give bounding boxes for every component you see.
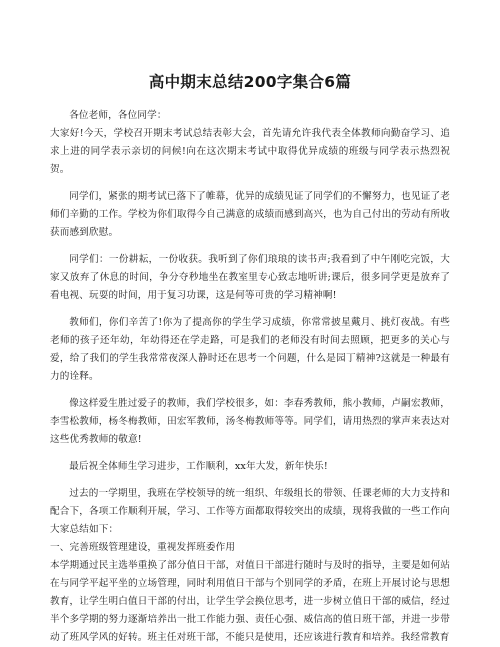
paragraph: 过去的一学期里，我班在学校领导的统一组织、年级组长的带领、任课老师的大力支持和配合下，各项工作顺利开展，学习、工作等方面都取得较突出的成绩，现将我做的一些工作向大家总结如下：: [50, 488, 450, 535]
paragraph: 一、完善班级管理建设，重视发挥班委作用: [50, 542, 236, 553]
paragraph: 教师们，你们辛苦了!你为了提高你的学生学习成绩，你常常披星戴月、挑灯夜战。有些老师的孩子还年幼，年幼得还在学走路，可是我们的老师没有时间去照顾，把更多的关心与爱，给了我们的学生我常常夜深人静时还在思考一个问题，什么是园丁精神?这就是一种最有力的诠释。: [50, 317, 450, 382]
paragraph: 本学期通过民主选举重换了部分值日干部，对值日干部进行随时与及时的指导，主要是如何站在与同学平起平坐的立场管理，同时利用值日干部与个别同学的矛盾，在班上开展讨论与思想教育，让学生明白值日干部的付出，让学生学会换位思考，进一步树立值日干部的威信，经过半个多学期的努力逐渐培养出一批工作能力强、责任心强、威信高的值日班干部，并进一步带动了班风学风的好转。班主任对班干部，不能只是使用，还应该进行教育和培养。我经常教育: [50, 560, 450, 643]
paragraph: 同学们：一份耕耘，一份收获。我听到了你们琅琅的读书声;我看到了中午刚吃完饭，大家又放弃了休息的时间，争分夺秒地坐在教室里专心致志地听讲;课后，很多同学更是放弃了看电视、玩耍的时间，用于复习功课，这是何等可贵的学习精神啊!: [50, 254, 450, 301]
document-title: 高中期末总结200字集合6篇: [148, 73, 352, 91]
paragraph: 像这样爱生胜过爱子的教师，我们学校很多，如：李春秀教师，熊小教师，卢嗣宏教师，李雪松教师，杨冬梅教师，田宏军教师，汤冬梅教师等等。同学们，请用热烈的掌声来表达对这些优秀教师的敬意!: [50, 398, 450, 445]
paragraph: 大家好!今天，学校召开期末考试总结表彰大会，首先请允许我代表全体教师向勤奋学习、追求上进的同学表示亲切的问候!向在这次期末考试中取得优异成绩的班级与同学表示热烈祝贺。: [50, 128, 450, 175]
document-body: [50, 107, 450, 647]
paragraph: 各位老师，各位同学：: [69, 110, 167, 121]
paragraph: 同学们，紧张的期考试已落下了帷幕，优异的成绩见证了同学们的不懈努力，也见证了老师们辛勤的工作。学校为你们取得今自己满意的成绩而感到高兴，也为自己付出的劳动有所收获而感到欣慰。: [50, 191, 450, 238]
paragraph: 最后祝全体师生学习进步，工作顺利，xx年大发，新年快乐!: [69, 461, 328, 472]
